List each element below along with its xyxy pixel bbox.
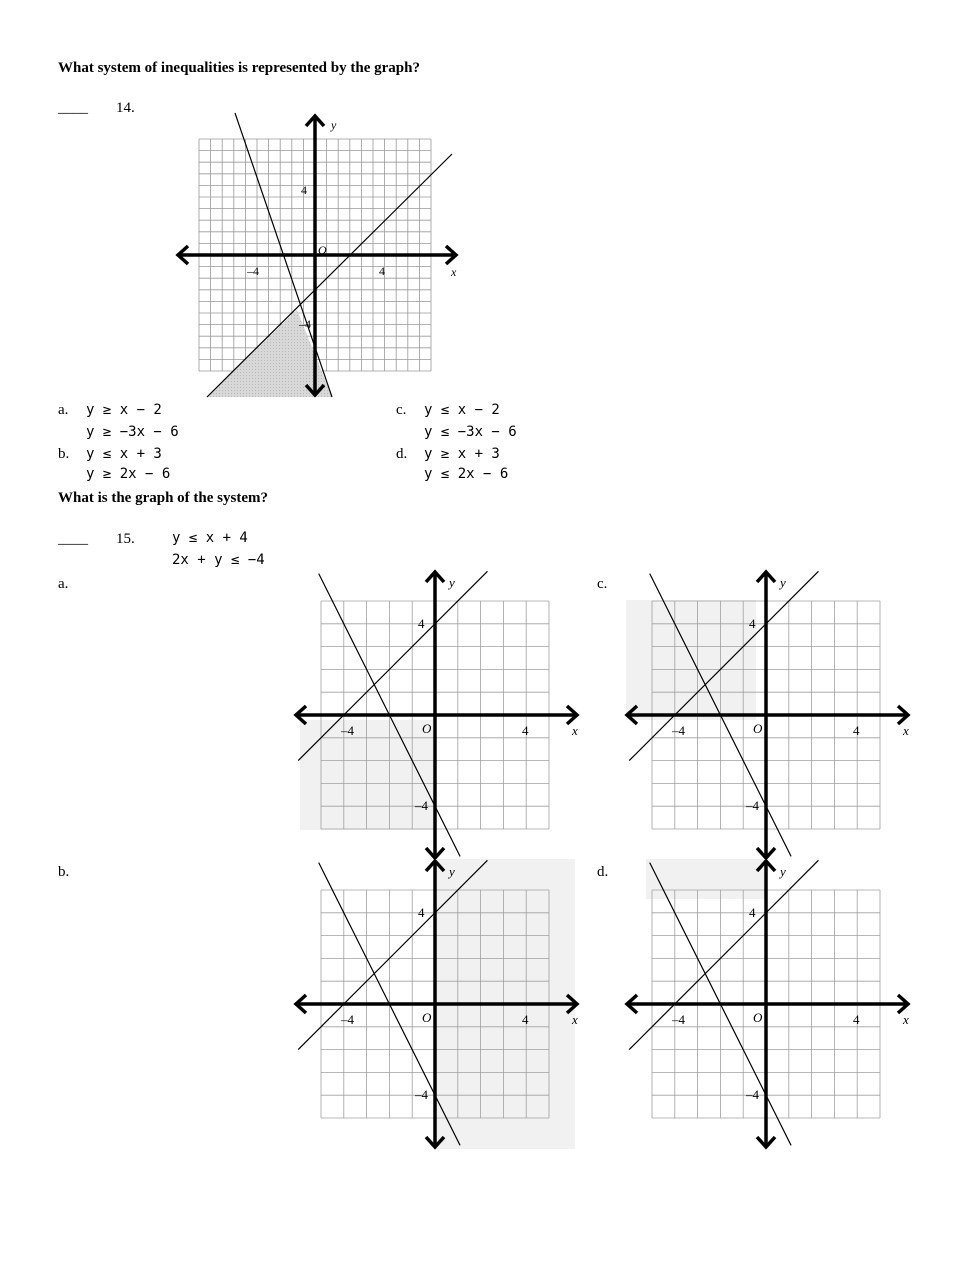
q15-choice-c-letter[interactable]: c. bbox=[597, 576, 608, 592]
q14-axis-y-label: y bbox=[331, 118, 337, 132]
q15-graph-d-tick-xneg4: –4 bbox=[672, 1012, 685, 1027]
q15-graph-c-axis-x-label: x bbox=[903, 723, 909, 738]
q15-graph-d-tick-yneg4: –4 bbox=[746, 1087, 759, 1102]
q15-graph-b-tick-xneg4: –4 bbox=[341, 1012, 354, 1027]
q15-graph-d-axis-x-label: x bbox=[903, 1012, 909, 1027]
section1-heading: What system of inequalities is represented by the graph? bbox=[58, 60, 420, 76]
q15-graph-b-origin-label: O bbox=[422, 1010, 432, 1025]
q15-graph-d-axis-y-label: y bbox=[780, 864, 786, 879]
q15-graph-a-origin-label: O bbox=[422, 721, 432, 736]
q15-choice-a-letter[interactable]: a. bbox=[58, 576, 69, 592]
q15-graph-d-origin-label: O bbox=[753, 1010, 763, 1025]
q14-choice-d-line2: y ≤ 2x − 6 bbox=[424, 466, 509, 482]
q15-graph-c-axis-y-label: y bbox=[780, 575, 786, 590]
q15-graph-a-tick-xneg4: –4 bbox=[341, 723, 354, 738]
q15-graph-b bbox=[295, 859, 595, 1159]
q15-graph-a-tick-ypos4: 4 bbox=[418, 616, 425, 631]
q15-graph-a-tick-yneg4: –4 bbox=[415, 798, 428, 813]
q15-graph-c-tick-xneg4: –4 bbox=[672, 723, 685, 738]
q15-graph-a-shading bbox=[300, 720, 435, 830]
q15-graph-b-axis-x-label: x bbox=[572, 1012, 578, 1027]
q14-origin-label: O bbox=[318, 243, 327, 257]
q15-graph-d-tick-xpos4: 4 bbox=[853, 1012, 860, 1027]
q15-choice-b-letter[interactable]: b. bbox=[58, 864, 70, 880]
q14-line-slope1 bbox=[207, 154, 452, 397]
q15-number: 15. bbox=[116, 531, 135, 547]
q15-graph-c-shading bbox=[626, 600, 756, 720]
q14-choice-d-letter[interactable]: d. bbox=[396, 446, 408, 462]
q15-graph-b-tick-ypos4: 4 bbox=[418, 905, 425, 920]
q14-choice-b-line2: y ≥ 2x − 6 bbox=[86, 466, 171, 482]
q14-choice-b-line1: y ≤ x + 3 bbox=[86, 446, 162, 462]
q14-choice-c-letter[interactable]: c. bbox=[396, 402, 407, 418]
q14-choice-a-letter[interactable]: a. bbox=[58, 402, 69, 418]
q15-graph-a-tick-xpos4: 4 bbox=[522, 723, 529, 738]
q14-choice-c-line2: y ≤ −3x − 6 bbox=[424, 424, 517, 440]
q15-graph-d-tick-ypos4: 4 bbox=[749, 905, 756, 920]
q15-answer-blank[interactable]: ____ bbox=[58, 531, 88, 547]
q14-tick-xneg4: –4 bbox=[247, 264, 259, 278]
q14-choice-c-line1: y ≤ x − 2 bbox=[424, 402, 500, 418]
q15-system-line2: 2x + y ≤ −4 bbox=[172, 552, 265, 568]
q14-choice-b-letter[interactable]: b. bbox=[58, 446, 70, 462]
q15-graph-d bbox=[626, 859, 926, 1159]
q15-graph-a-axis-x-label: x bbox=[572, 723, 578, 738]
q15-choice-d-letter[interactable]: d. bbox=[597, 864, 609, 880]
q15-graph-c-tick-yneg4: –4 bbox=[746, 798, 759, 813]
q15-graph-d-axes bbox=[627, 861, 908, 1147]
q14-tick-ypos4: 4 bbox=[301, 183, 307, 197]
q14-choice-d-line1: y ≥ x + 3 bbox=[424, 446, 500, 462]
q14-number: 14. bbox=[116, 100, 135, 116]
q14-choice-a-line1: y ≥ x − 2 bbox=[86, 402, 162, 418]
q15-graph-c-origin-label: O bbox=[753, 721, 763, 736]
q15-graph-a bbox=[295, 570, 595, 870]
q14-axis-x-label: x bbox=[451, 265, 457, 279]
q15-graph-c bbox=[626, 570, 926, 870]
q15-graph-b-axis-y-label: y bbox=[449, 864, 455, 879]
q14-tick-yneg4: –4 bbox=[299, 317, 311, 331]
q15-graph-d-shading bbox=[646, 859, 766, 899]
q15-system-line1: y ≤ x + 4 bbox=[172, 530, 248, 546]
q15-graph-b-tick-yneg4: –4 bbox=[415, 1087, 428, 1102]
q15-graph-a-axis-y-label: y bbox=[449, 575, 455, 590]
q14-graph bbox=[170, 108, 470, 400]
q14-tick-xpos4: 4 bbox=[379, 264, 385, 278]
q15-graph-b-tick-xpos4: 4 bbox=[522, 1012, 529, 1027]
q15-graph-c-tick-ypos4: 4 bbox=[749, 616, 756, 631]
section2-heading: What is the graph of the system? bbox=[58, 490, 268, 506]
q14-choice-a-line2: y ≥ −3x − 6 bbox=[86, 424, 179, 440]
q14-answer-blank[interactable]: ____ bbox=[58, 100, 88, 116]
q15-graph-c-tick-xpos4: 4 bbox=[853, 723, 860, 738]
